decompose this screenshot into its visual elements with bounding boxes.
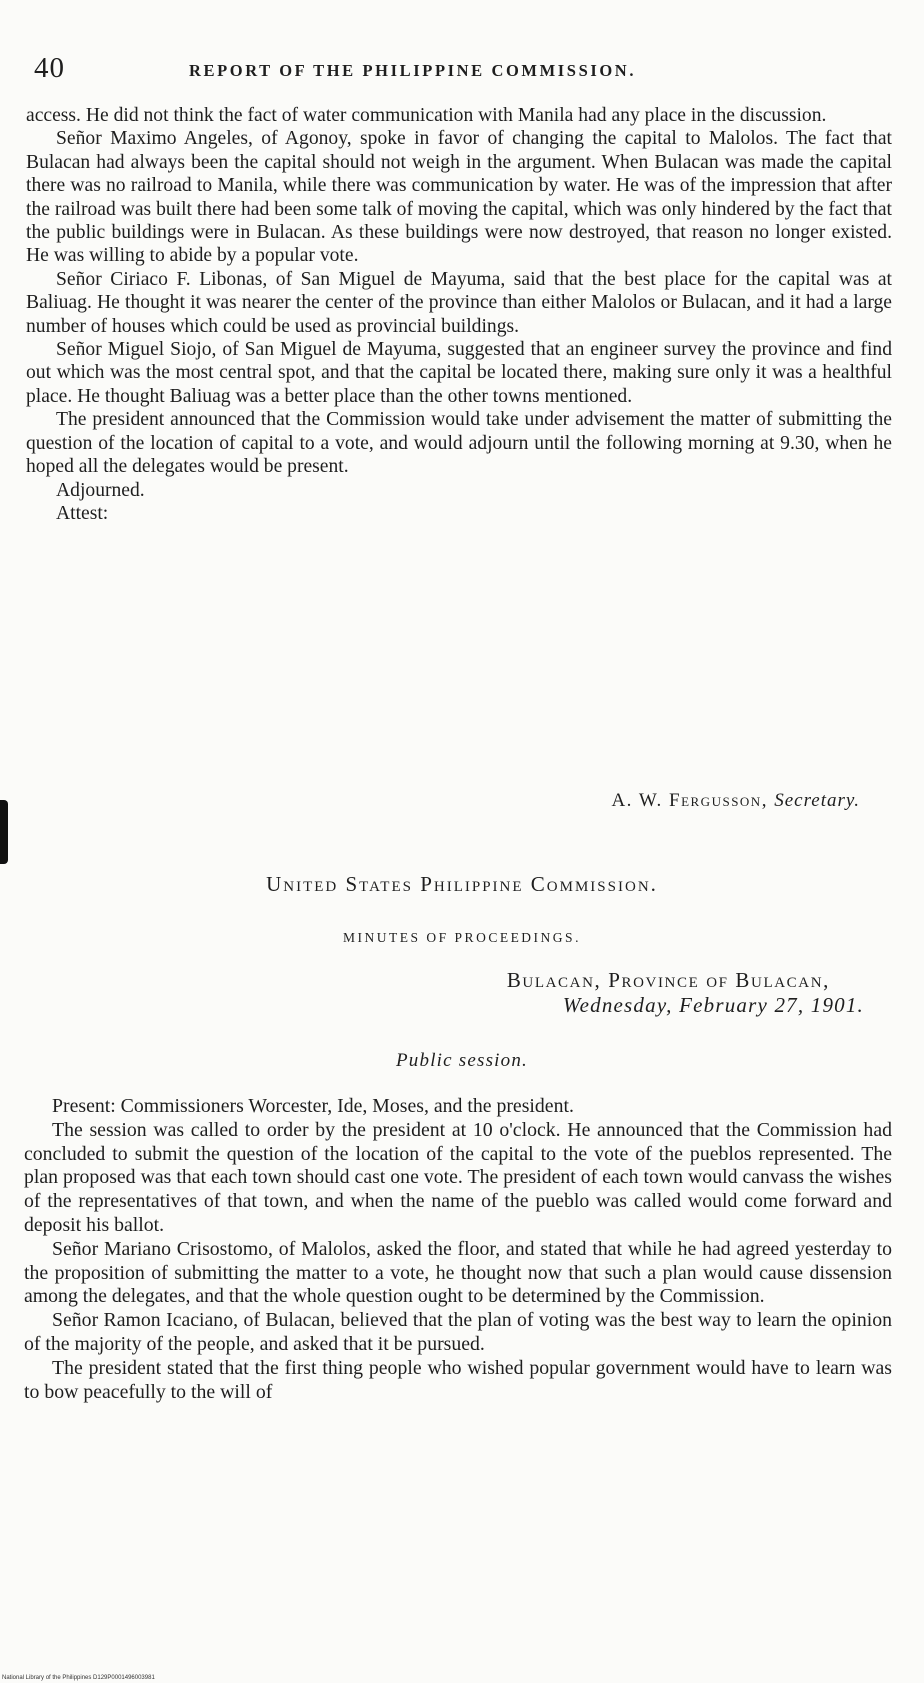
paragraph: access. He did not think the fact of water communication with Manila had any place in the discussion.	[26, 105, 827, 126]
paragraph: Señor Miguel Siojo, of San Miguel de Mayuma, suggested that an engineer survey the province and find out which was the most central spot, and that the capital be located there, making sure only it was a healthful place. He thought Baliuag was a better place than the other towns mentioned.	[26, 339, 892, 407]
library-stamp: National Library of the Philippines D129P0001496003981	[2, 1675, 155, 1681]
meeting-place: Bulacan, Province of Bulacan,	[506, 968, 830, 992]
page-header	[34, 52, 894, 92]
signature-name: A. W. Fergusson,	[611, 790, 768, 811]
running-head: REPORT OF THE PHILIPPINE COMMISSION.	[189, 61, 637, 80]
meeting-date: Wednesday, February 27, 1901.	[562, 993, 864, 1017]
paragraph: Señor Ramon Icaciano, of Bulacan, believed that the plan of voting was the best way to learn the opinion of the majority of the people, and asked that it be pursued.	[24, 1309, 892, 1355]
secretary-signature	[611, 790, 860, 812]
minutes-title: United States Philippine Commission.	[266, 872, 658, 896]
paragraph: The president stated that the first thing people who wished popular government would have to learn was to bow peacefully to the will of	[24, 1356, 892, 1403]
scan-edge-mark	[0, 800, 8, 864]
paragraph: Adjourned.	[56, 479, 145, 501]
paragraph: Present: Commissioners Worcester, Ide, Moses, and the president.	[52, 1095, 574, 1117]
body-text-part1	[26, 104, 892, 525]
minutes-subtitle: MINUTES OF PROCEEDINGS.	[343, 930, 581, 945]
paragraph: Señor Ciriaco F. Libonas, of San Miguel de Mayuma, said that the best place for the capital was at Baliuag. He thought it was nearer the center of the province than either Malolos or Bulacan, and it had a large number of houses which could be used as provincial buildings.	[26, 268, 892, 337]
session-type: Public session.	[396, 1050, 528, 1071]
page-number: 40	[34, 52, 65, 84]
body-text-part2	[24, 1095, 892, 1404]
paragraph: Attest:	[56, 502, 109, 524]
paragraph: Señor Mariano Crisostomo, of Malolos, asked the floor, and stated that while he had agreed yesterday to the proposition of submitting the matter to a vote, he thought now that such a plan would cause dissension among the delegates, and that the whole question ought to be determined by the Commission.	[24, 1237, 892, 1308]
paragraph: The session was called to order by the president at 10 o'clock. He announced that the Commission had concluded to submit the question of the location of the capital to the vote of the pueblos represented. The plan proposed was that each town should cast one vote. The president of each town would canvass the wishes of the representatives of that town, and when the name of the pueblo was called would come forward and deposit his ballot.	[24, 1118, 892, 1236]
paragraph: Señor Maximo Angeles, of Agonoy, spoke in favor of changing the capital to Malolos. The fact that Bulacan had always been the capital should not weigh in the argument. When Bulacan was made the capital there was no railroad to Manila, while there was communication by water. He was of the impression that after the railroad was built there had been some talk of moving the capital, which was only hindered by the fact that the public buildings were in Bulacan. As these buildings were now destroyed, that reason no longer existed. He was willing to abide by a popular vote.	[26, 128, 892, 267]
signature-title: Secretary.	[774, 790, 860, 811]
paragraph: The president announced that the Commission would take under advisement the matter of submitting the question of the location of capital to a vote, and would adjourn until the following morning at 9.30, when he hoped all the delegates would be present.	[26, 409, 892, 478]
